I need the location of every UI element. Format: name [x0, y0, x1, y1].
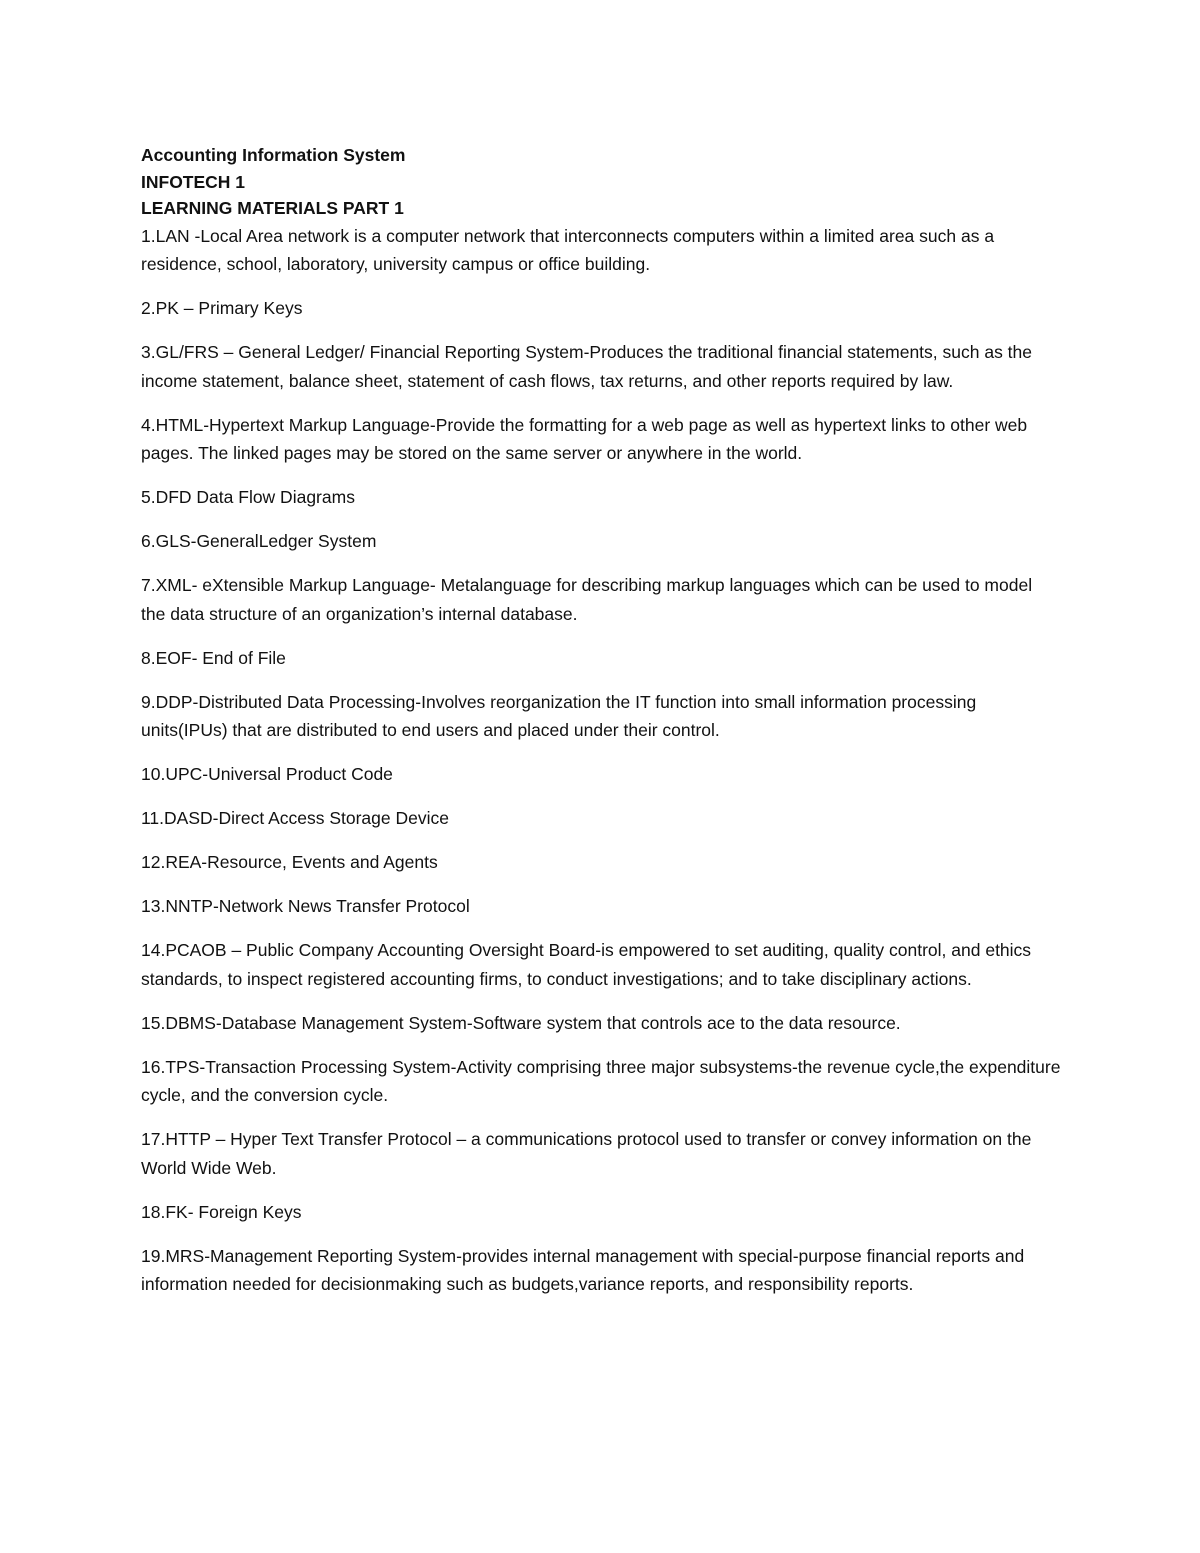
list-item: 16.TPS-Transaction Processing System-Activity comprising three major subsystems-the revenue cycle,the expenditure cycle, and the conversion cycle. [141, 1056, 1061, 1105]
document-body [141, 142, 1061, 1314]
list-item: 1.LAN -Local Area network is a computer network that interconnects computers within a limited area such as a residence, school, laboratory, university campus or office building. [141, 225, 995, 274]
list-item: 12.REA-Resource, Events and Agents [141, 852, 438, 872]
list-item: 13.NNTP-Network News Transfer Protocol [141, 896, 470, 916]
list-item: 7.XML- eXtensible Markup Language- Metalanguage for describing markup languages which can be used to model the data structure of an organization’s internal database. [141, 575, 1033, 624]
materials-heading: LEARNING MATERIALS PART 1 [141, 198, 404, 218]
list-item: 19.MRS-Management Reporting System-provides internal management with special-purpose financial reports and information needed for decisionmaking such as budgets,variance reports, and responsibility reports. [141, 1245, 1025, 1294]
list-item: 9.DDP-Distributed Data Processing-Involves reorganization the IT function into small information processing units(IPUs) that are distributed to end users and placed under their control. [141, 691, 977, 740]
list-item: 8.EOF- End of File [141, 647, 286, 668]
list-item: 18.FK- Foreign Keys [141, 1201, 302, 1222]
list-item: 11.DASD-Direct Access Storage Device [141, 808, 449, 828]
list-item: 14.PCAOB – Public Company Accounting Oversight Board-is empowered to set auditing, quality control, and ethics standards, to inspect registered accounting firms, to conduct investigations; and to take disciplinary actions. [141, 940, 1032, 989]
list-item: 2.PK – Primary Keys [141, 298, 303, 318]
list-item: 6.GLS-GeneralLedger System [141, 531, 377, 551]
list-item: 4.HTML-Hypertext Markup Language-Provide the formatting for a web page as well as hypertext links to other web pages. The linked pages may be stored on the same server or anywhere in the world. [141, 414, 1028, 463]
list-item: 5.DFD Data Flow Diagrams [141, 487, 355, 507]
document-title: Accounting Information System [141, 145, 406, 165]
list-item: 15.DBMS-Database Management System-Software system that controls ace to the data resource. [141, 1012, 901, 1033]
course-code: INFOTECH 1 [141, 171, 246, 192]
list-item: 10.UPC-Universal Product Code [141, 764, 393, 784]
list-item: 3.GL/FRS – General Ledger/ Financial Reporting System-Produces the traditional financial statements, such as the income statement, balance sheet, statement of cash flows, tax returns, and other reports required by law. [141, 342, 1033, 391]
list-item: 17.HTTP – Hyper Text Transfer Protocol – a communications protocol used to transfer or convey information on the World Wide Web. [141, 1129, 1032, 1178]
